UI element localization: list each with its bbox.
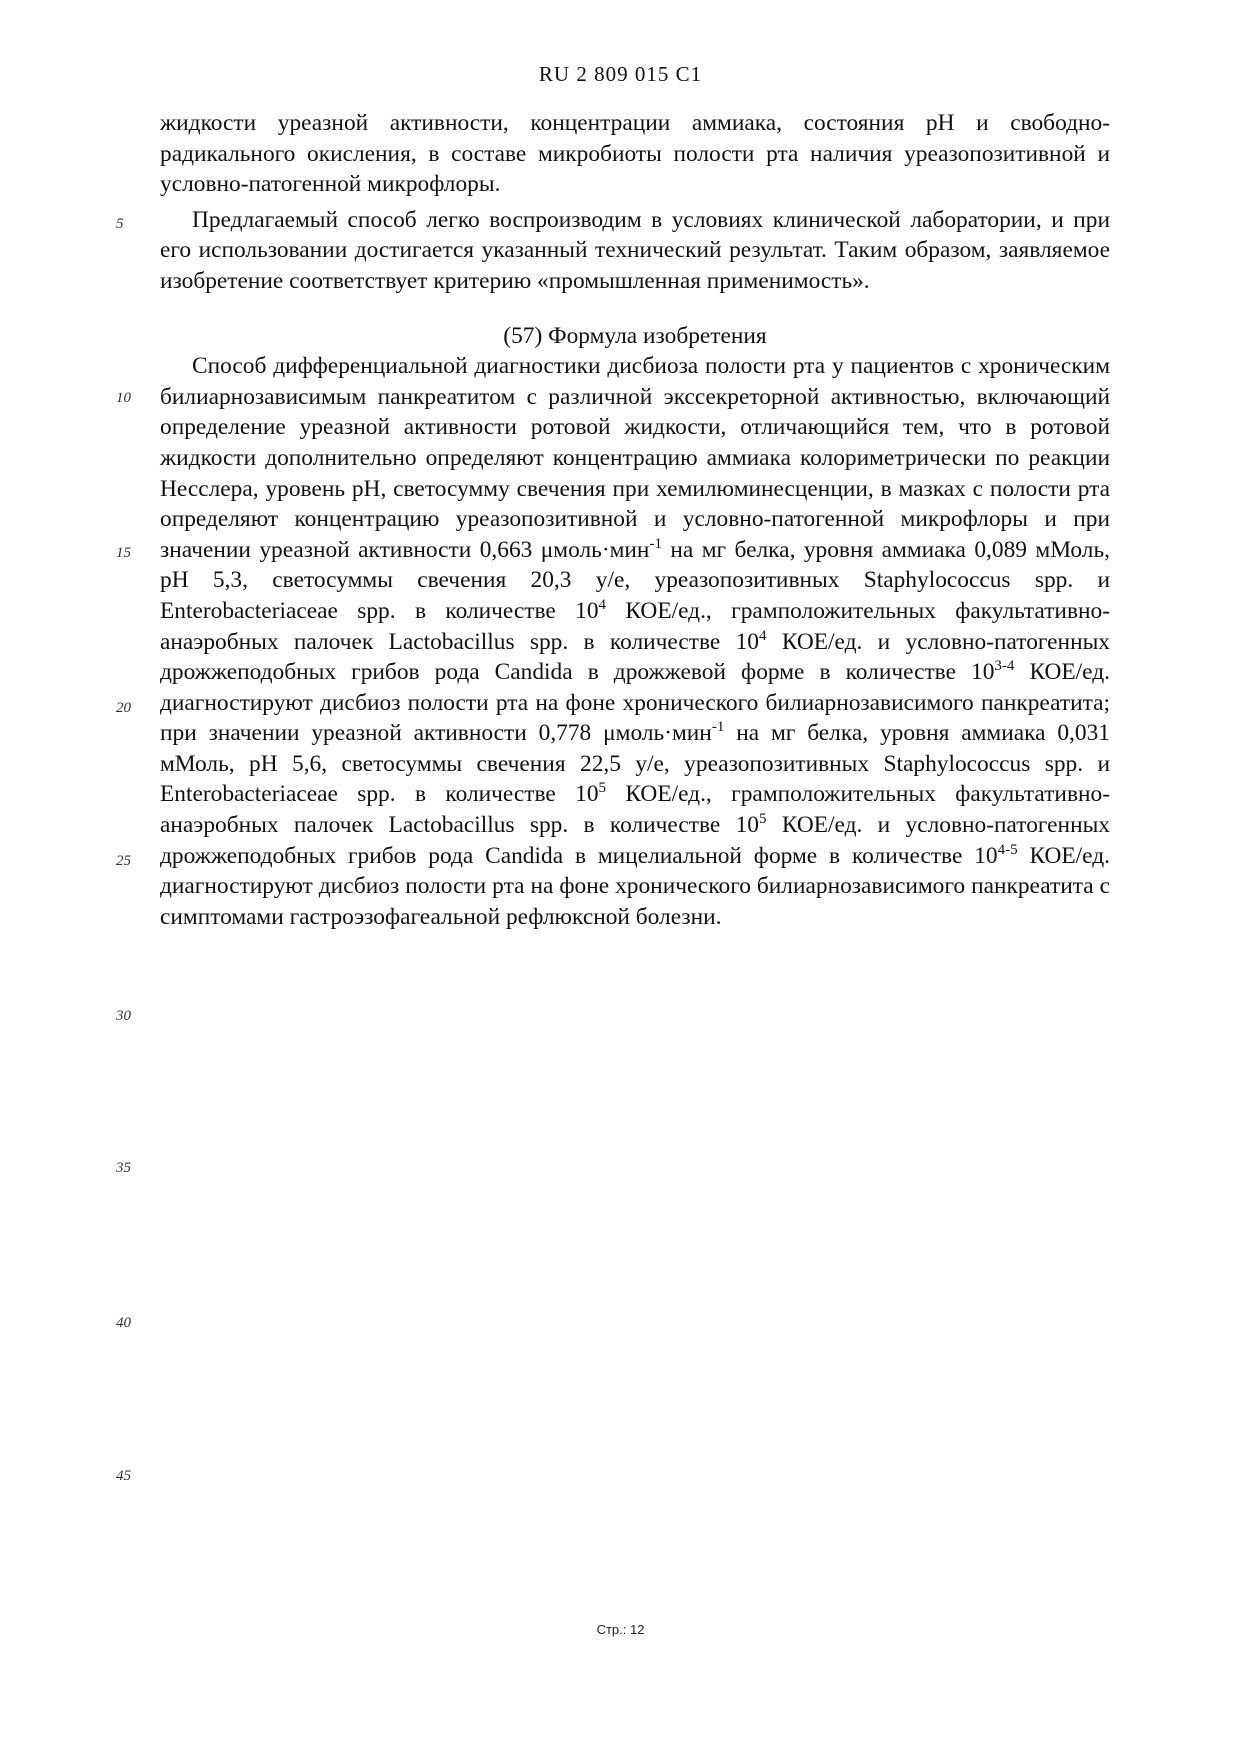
- superscript: 4: [759, 627, 767, 644]
- superscript: 5: [598, 780, 607, 797]
- superscript: 4: [598, 596, 607, 613]
- claim-text: КОЕ/ед. диагностируют дисбиоз полости рта на фоне хронического билиарнозависимого панкреатита; при значении уреазной активности 0,778 μмоль·мин: [160, 659, 1110, 747]
- claim-text: Способ дифференциальной диагностики дисбиоза полости рта у пациентов с хроническим билиарнозависимым панкреатитом с различной экссекреторной активностью, включающий определение уреазной активности ротовой жидкости, отличающийся тем, что в ротовой жидкости дополнительно определяют концентрацию аммиака колориметрически по реакции Несслера, уровень pH, светосумму свечения при хемилюминесценции, в мазках с полости рта определяют концентрацию уреазопозитивной и условно-патогенной микрофлоры и при значении уреазной активности 0,663 μмоль·мин: [160, 353, 1110, 563]
- claim-text: КОЕ/ед., грамположительных факультативно-анаэробных палочек Lactobacillus spp. в количестве 10: [160, 597, 1110, 655]
- line-number: 45: [116, 1468, 131, 1484]
- claim-text: КОЕ/ед. диагностируют дисбиоз полости рта на фоне хронического билиарнозависимого панкреатита с симптомами гастроэзофагеальной рефлюксной болезни.: [160, 842, 1110, 930]
- line-number: 30: [116, 1008, 131, 1024]
- claim-text: КОЕ/ед. и условно-патогенных дрожжеподобных грибов рода Candida в мицелиальной форме в количестве 10: [160, 812, 1111, 869]
- line-number: 25: [116, 853, 131, 869]
- line-number: 40: [116, 1315, 131, 1331]
- claims-title: (57) Формула изобретения: [503, 322, 767, 349]
- page-footer: Стр.: 12: [596, 1622, 645, 1637]
- claim-text: КОЕ/ед. и условно-патогенных дрожжеподобных грибов рода Candida в дрожжевой форме в количестве 10: [160, 628, 1111, 686]
- superscript: 4-5: [997, 841, 1018, 858]
- superscript: 3-4: [994, 658, 1015, 675]
- claim-paragraph: [160, 351, 1110, 932]
- claim-text: КОЕ/ед., грамположительных факультативно-анаэробных палочек Lactobacillus spp. в количестве 10: [160, 781, 1110, 839]
- line-number: 10: [116, 390, 131, 406]
- intro-paragraph-1: жидкости уреазной активности, концентрации аммиака, состояния pH и свободно-радикального окисления, в составе микробиоты полости рта наличия уреазопозитивной и условно-патогенной микрофлоры.: [160, 110, 1110, 198]
- line-number: 5: [116, 216, 124, 232]
- claims-section: [160, 351, 1110, 932]
- superscript: -1: [649, 535, 662, 552]
- line-number: 15: [116, 545, 131, 561]
- document-body: [160, 108, 1110, 932]
- line-number: 35: [116, 1160, 131, 1176]
- superscript: 5: [759, 811, 767, 828]
- line-number: 20: [116, 700, 131, 716]
- claim-text: на мг белка, уровня аммиака 0,089 мМоль, pH 5,3, светосуммы свечения 20,3 у/е, уреазопозитивных Staphylococcus spp. и Enterobacteriaceae spp. в количестве 10: [160, 536, 1110, 624]
- patent-header: RU 2 809 015 C1: [538, 62, 703, 86]
- intro-paragraph-2: Предлагаемый способ легко воспроизводим в условиях клинической лаборатории, и при его использовании достигается указанный технический результат. Таким образом, заявляемое изобретение соответствует критерию «промышленная применимость».: [160, 206, 1110, 294]
- claim-text: на мг белка, уровня аммиака 0,031 мМоль, pH 5,6, светосуммы свечения 22,5 у/е, уреазопозитивных Staphylococcus spp. и Enterobacteriaceae spp. в количестве 10: [160, 720, 1110, 808]
- superscript: -1: [711, 719, 725, 736]
